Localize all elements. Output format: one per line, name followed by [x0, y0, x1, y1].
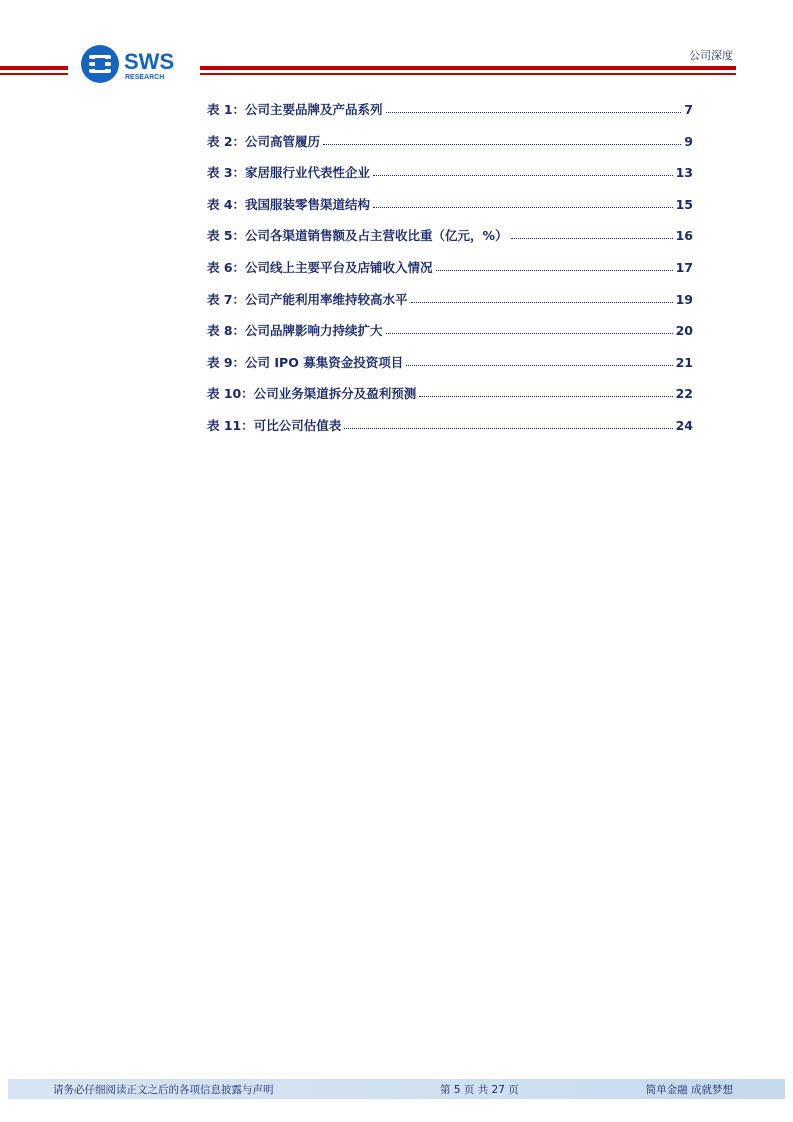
footer-slogan: 简单金融 成就梦想 — [645, 1084, 733, 1096]
toc-entry-page: 15 — [675, 196, 693, 212]
toc-entry-title: 表 10：公司业务渠道拆分及盈利预测 — [207, 386, 417, 402]
toc-entry[interactable] — [207, 258, 693, 290]
toc-entry-title: 表 4：我国服装零售渠道结构 — [207, 196, 371, 212]
footer-page-number: 第 5 页 共 27 页 — [440, 1084, 519, 1096]
logo-text: SWS — [124, 49, 175, 74]
toc-entry-page: 13 — [675, 165, 693, 181]
toc-leader-dots — [386, 102, 682, 114]
toc-entry[interactable] — [207, 416, 693, 448]
header-label: 公司深度 — [689, 49, 733, 62]
toc-leader-dots — [373, 165, 673, 177]
toc-leader-dots — [411, 292, 673, 304]
toc-entry-page: 21 — [675, 354, 693, 370]
toc-entry[interactable] — [207, 132, 693, 164]
toc-leader-dots — [511, 228, 673, 240]
toc-leader-dots — [373, 197, 673, 209]
toc-entry-title: 表 1：公司主要品牌及产品系列 — [207, 102, 383, 117]
toc-entry-title: 表 2：公司高管履历 — [207, 133, 321, 149]
toc-entry-page: 24 — [675, 417, 693, 433]
toc-leader-dots — [323, 134, 681, 146]
toc-entry[interactable] — [207, 353, 693, 385]
toc-entry-title: 表 7：公司产能利用率维持较高水平 — [207, 291, 408, 307]
toc-entry-title: 表 9：公司 IPO 募集资金投资项目 — [207, 354, 404, 370]
toc-entry[interactable] — [207, 195, 693, 227]
toc-entry-page: 16 — [675, 228, 693, 244]
toc-entry[interactable] — [207, 290, 693, 322]
footer-disclaimer: 请务必仔细阅读正文之后的各项信息披露与声明 — [53, 1084, 274, 1096]
toc-entry-page: 9 — [684, 133, 693, 149]
toc-leader-dots — [386, 323, 673, 335]
toc-entry[interactable] — [207, 384, 693, 416]
sws-logo — [80, 44, 190, 88]
toc-entry[interactable] — [207, 226, 693, 258]
toc-entry[interactable] — [207, 163, 693, 195]
toc-entry-title: 表 11：可比公司估值表 — [207, 417, 342, 433]
toc-entry-page: 22 — [675, 386, 693, 402]
toc-entry-title: 表 6：公司线上主要平台及店铺收入情况 — [207, 259, 433, 275]
toc-entry[interactable] — [207, 100, 693, 132]
header-rule-left — [0, 66, 68, 70]
toc-leader-dots — [419, 386, 672, 398]
toc-entry-title: 表 5：公司各渠道销售额及占主营收比重（亿元，%） — [207, 228, 508, 244]
toc-entry-title: 表 3：家居服行业代表性企业 — [207, 165, 371, 181]
table-of-figures — [207, 100, 693, 448]
header-rule-right-thin — [200, 73, 736, 75]
toc-entry[interactable] — [207, 321, 693, 353]
logo-subtext: RESEARCH — [125, 74, 165, 81]
page-footer — [8, 1079, 785, 1099]
toc-entry-page: 17 — [675, 259, 693, 275]
toc-leader-dots — [406, 355, 672, 367]
toc-entry-page: 19 — [675, 291, 693, 307]
header-rule-left-thin — [0, 73, 68, 75]
header-rule-right — [200, 66, 736, 70]
toc-leader-dots — [344, 418, 672, 430]
toc-leader-dots — [436, 260, 673, 272]
toc-entry-page: 7 — [684, 102, 693, 117]
toc-entry-title: 表 8：公司品牌影响力持续扩大 — [207, 323, 383, 339]
toc-entry-page: 20 — [675, 323, 693, 339]
